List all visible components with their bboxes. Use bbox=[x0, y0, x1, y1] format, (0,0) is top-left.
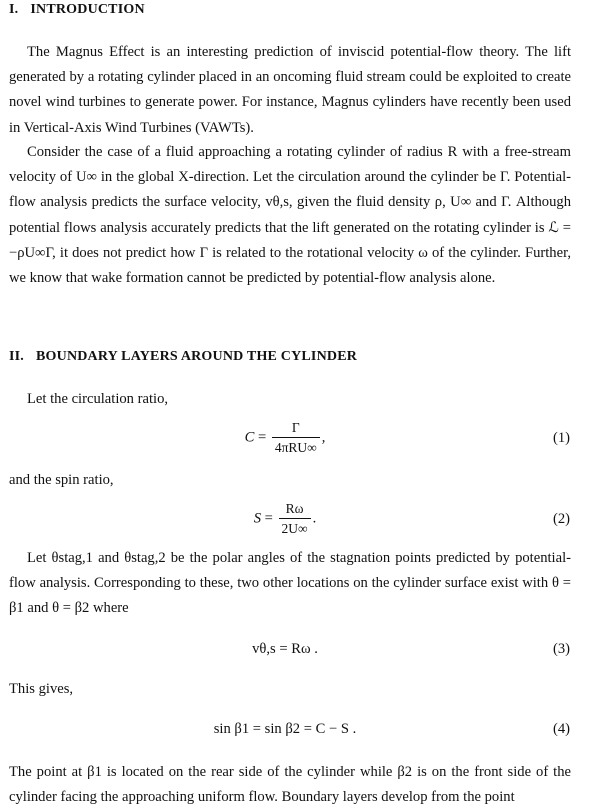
equation-number: (3) bbox=[552, 641, 570, 657]
eq1-lhs: C bbox=[244, 429, 255, 446]
section-title: BOUNDARY LAYERS AROUND THE CYLINDER bbox=[36, 349, 358, 364]
eq2-lhs: S bbox=[253, 510, 261, 527]
eq1-numerator: Γ bbox=[272, 420, 320, 438]
section-heading-boundary-layers bbox=[9, 349, 357, 365]
paragraph-text: Let θstag,1 and θstag,2 be the polar angles of the stagnation points predicted by potential-flow analysis. Corresponding to these, two other locations on the cylinder surface exist with θ = β1 and θ = β2 where bbox=[9, 550, 571, 617]
eq1-fraction bbox=[272, 420, 320, 456]
text-this-gives: This gives, bbox=[9, 681, 74, 697]
section-number: II. bbox=[9, 349, 24, 364]
paragraph-text: The Magnus Effect is an interesting prediction of inviscid potential-flow theory. The lift generated by a rotating cylinder placed in an oncoming fluid stream could be exploited to create novel wind turbines to generate power. For instance, Magnus cylinders have recently been used in Vertical-Axis Wind Turbines (VAWTs). bbox=[9, 44, 571, 136]
eq1-denominator: 4πRU∞ bbox=[274, 440, 317, 455]
eq2-trail: . bbox=[312, 510, 317, 527]
text-circulation-ratio-lead: Let the circulation ratio, bbox=[27, 391, 169, 407]
equation-1: C = $\frac{\Gamma}{\text{4πRU∞}}$ , (1) bbox=[244, 420, 570, 455]
equation-number: (4) bbox=[552, 721, 570, 737]
eq4-expression: sin β1 = sin β2 = C − S . bbox=[213, 721, 357, 737]
eq3-expression: vθ,s = Rω . bbox=[252, 641, 318, 657]
paragraph-text: Consider the case of a fluid approaching a rotating cylinder of radius R with a free-stream velocity of U∞ in the global X-direction. Let the circulation around the cylinder be Γ. Potential-flow analysis predicts the surface velocity, vθ,s, given the fluid density ρ, U∞ and Γ. Although potential flows analysis accurately predicts that the lift generated on the rotating cylinder is ℒ = −ρU∞Γ, it does not predict how Γ is related to the rotational velocity ω of the cylinder. Further, we know that wake formation cannot be predicted by potential-flow analysis alone. bbox=[9, 144, 571, 287]
equation-4 bbox=[0, 721, 570, 761]
paragraph-stagnation bbox=[9, 546, 571, 622]
paragraph-intro-2 bbox=[9, 140, 571, 291]
text-spin-ratio-lead: and the spin ratio, bbox=[9, 472, 114, 488]
equation-number: (2) bbox=[552, 511, 570, 527]
equation-2: S = $\frac{R\omega}{2U\infty}$ . (2) bbox=[253, 501, 570, 536]
section-heading-introduction bbox=[9, 2, 145, 18]
eq1-trail: , bbox=[321, 429, 326, 446]
paragraph-text: The point at β1 is located on the rear side of the cylinder while β2 is on the front side of the cylinder facing the approaching uniform flow. Boundary layers develop from the point bbox=[9, 764, 571, 806]
eq2-numerator: Rω bbox=[279, 501, 311, 519]
section-title: INTRODUCTION bbox=[30, 2, 145, 17]
section-number: I. bbox=[9, 2, 19, 17]
paragraph-boundary-layers bbox=[9, 760, 571, 810]
eq2-denominator: 2U∞ bbox=[281, 521, 308, 536]
equation-number: (1) bbox=[552, 430, 570, 446]
eq2-fraction bbox=[279, 501, 311, 537]
equation-3 bbox=[0, 641, 570, 681]
paragraph-intro-1 bbox=[9, 40, 571, 141]
